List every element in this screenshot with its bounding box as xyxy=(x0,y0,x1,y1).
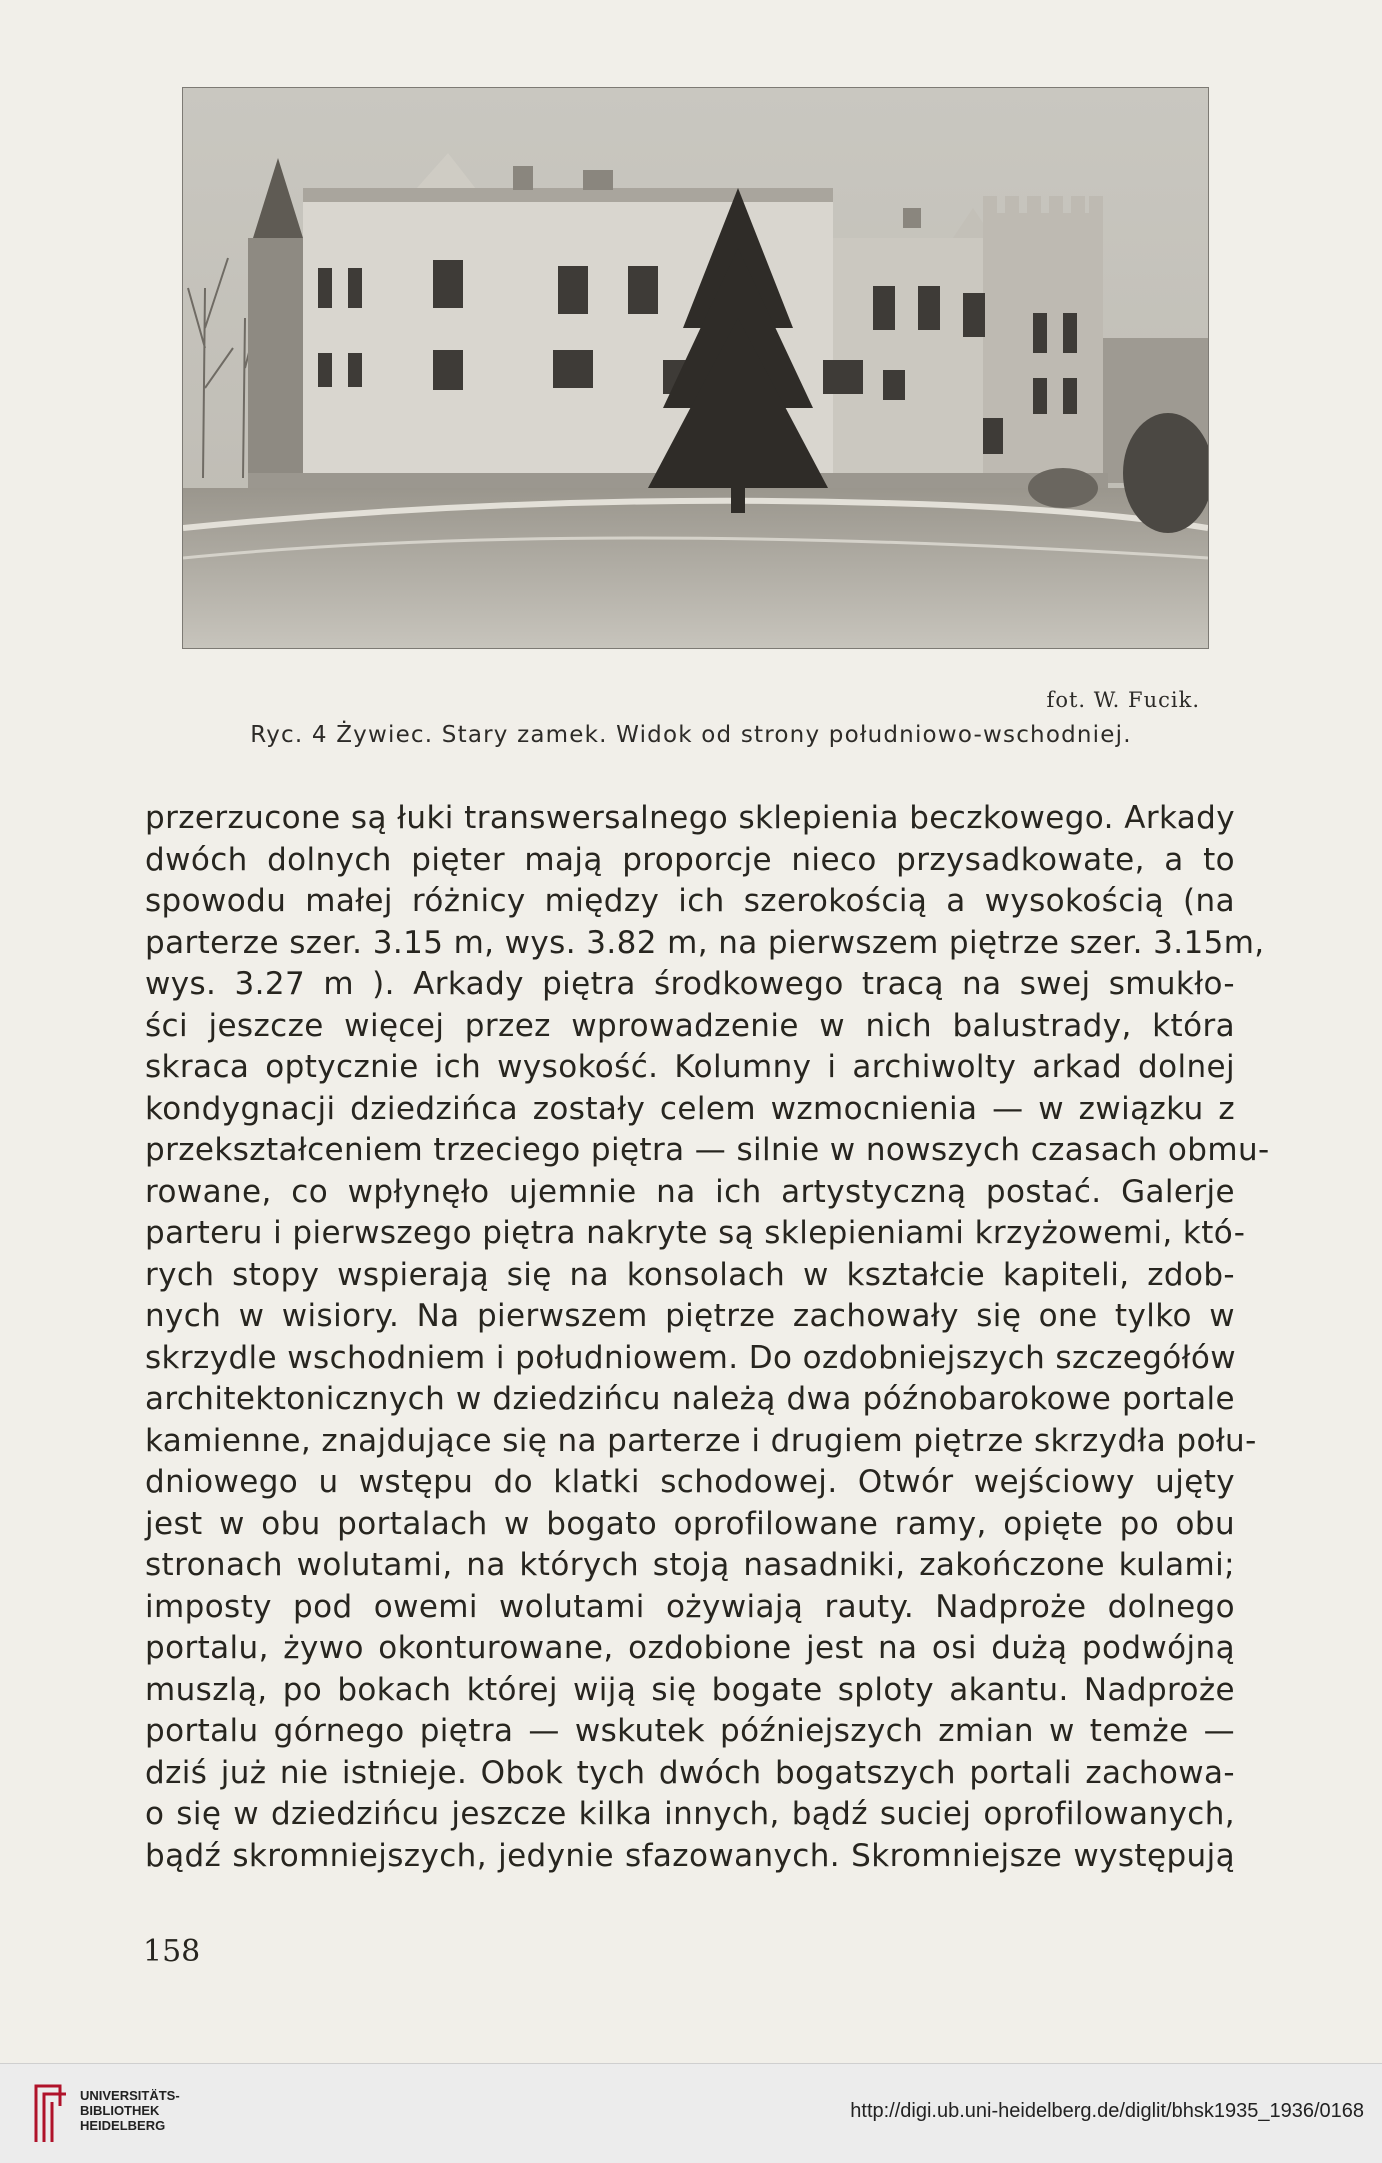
text-line: architektonicznych w dziedzińcu należą dwa późnobarokowe portale xyxy=(145,1381,1235,1417)
text-line: imposty pod owemi wolutami ożywiają rauty. Nadproże dolnego xyxy=(145,1588,1235,1625)
text-line: kondygnacji dziedzińca zostały celem wzmocnienia — w związku z xyxy=(145,1090,1235,1127)
digitization-footer xyxy=(0,2063,1382,2163)
page-number: 158 xyxy=(143,1934,201,1969)
text-line: nych w wisiory. Na pierwszem piętrze zachowały się one tylko w xyxy=(145,1298,1235,1334)
text-line: parteru i pierwszego piętra nakryte są sklepieniami krzyżowemi, któ- xyxy=(145,1215,1246,1251)
text-line: rych stopy wspierają się na konsolach w kształcie kapiteli, zdob- xyxy=(145,1256,1235,1293)
text-line: dwóch dolnych pięter mają proporcje nieco przysadkowate, a to xyxy=(145,841,1235,878)
text-line: wys. 3.27 m ). Arkady piętra środkowego tracą na swej smukło- xyxy=(145,966,1235,1002)
text-line: muszlą, po bokach której wiją się bogate sploty akantu. Nadproże xyxy=(145,1671,1235,1708)
castle-photo-illustration xyxy=(183,88,1208,648)
figure-caption: Ryc. 4 Żywiec. Stary zamek. Widok od strony południowo-wschodniej. xyxy=(250,722,1132,748)
text-line: o się w dziedzińcu jeszcze kilka innych, bądź suciej oprofilowanych, xyxy=(145,1796,1235,1832)
text-line: skraca optycznie ich wysokość. Kolumny i archiwolty arkad dolnej xyxy=(145,1049,1235,1085)
library-name-line: UNIVERSITÄTS- xyxy=(80,2088,180,2103)
text-line: rowane, co wpłynęło ujemnie na ich artystyczną postać. Galerje xyxy=(145,1173,1235,1210)
text-line: przekształceniem trzeciego piętra — silnie w nowszych czasach obmu- xyxy=(145,1132,1270,1168)
library-name xyxy=(80,2088,180,2133)
library-name-line: HEIDELBERG xyxy=(80,2118,166,2133)
text-line: ści jeszcze więcej przez wprowadzenie w nich balustrady, która xyxy=(145,1007,1235,1044)
source-url-link[interactable]: http://digi.ub.uni-heidelberg.de/diglit/bhsk1935_1936/0168 xyxy=(850,2100,1364,2122)
castle-photograph xyxy=(183,88,1208,648)
heidelberg-library-logo-icon[interactable] xyxy=(30,2076,70,2148)
text-line: dziś już nie istnieje. Obok tych dwóch bogatszych portali zachowa- xyxy=(145,1754,1235,1791)
text-line: bądź skromniejszych, jedynie sfazowanych. Skromniejsze występują xyxy=(145,1837,1235,1874)
text-line: kamienne, znajdujące się na parterze i drugiem piętrze skrzydła połu- xyxy=(145,1422,1257,1459)
photo-credit: fot. W. Fucik. xyxy=(1046,688,1200,712)
text-line: przerzucone są łuki transwersalnego sklepienia beczkowego. Arkady xyxy=(145,800,1235,836)
text-line: dniowego u wstępu do klatki schodowej. Otwór wejściowy ujęty xyxy=(145,1464,1235,1500)
text-line: jest w obu portalach w bogato oprofilowane ramy, opięte po obu xyxy=(145,1505,1235,1542)
text-line: parterze szer. 3.15 m, wys. 3.82 m, na pierwszem piętrze szer. 3.15m, xyxy=(145,924,1265,961)
text-line: stronach wolutami, na których stoją nasadniki, zakończone kulami; xyxy=(145,1547,1235,1583)
text-line: portalu górnego piętra — wskutek późniejszych zmian w temże — xyxy=(145,1713,1235,1749)
body-text xyxy=(145,798,1270,1877)
library-name-line: BIBLIOTHEK xyxy=(80,2103,160,2118)
text-line: portalu, żywo okonturowane, ozdobione jest na osi dużą podwójną xyxy=(145,1630,1235,1666)
text-line: spowodu małej różnicy między ich szerokością a wysokością (na xyxy=(145,883,1235,919)
text-line: skrzydle wschodniem i południowem. Do ozdobniejszych szczegółów xyxy=(145,1339,1237,1376)
